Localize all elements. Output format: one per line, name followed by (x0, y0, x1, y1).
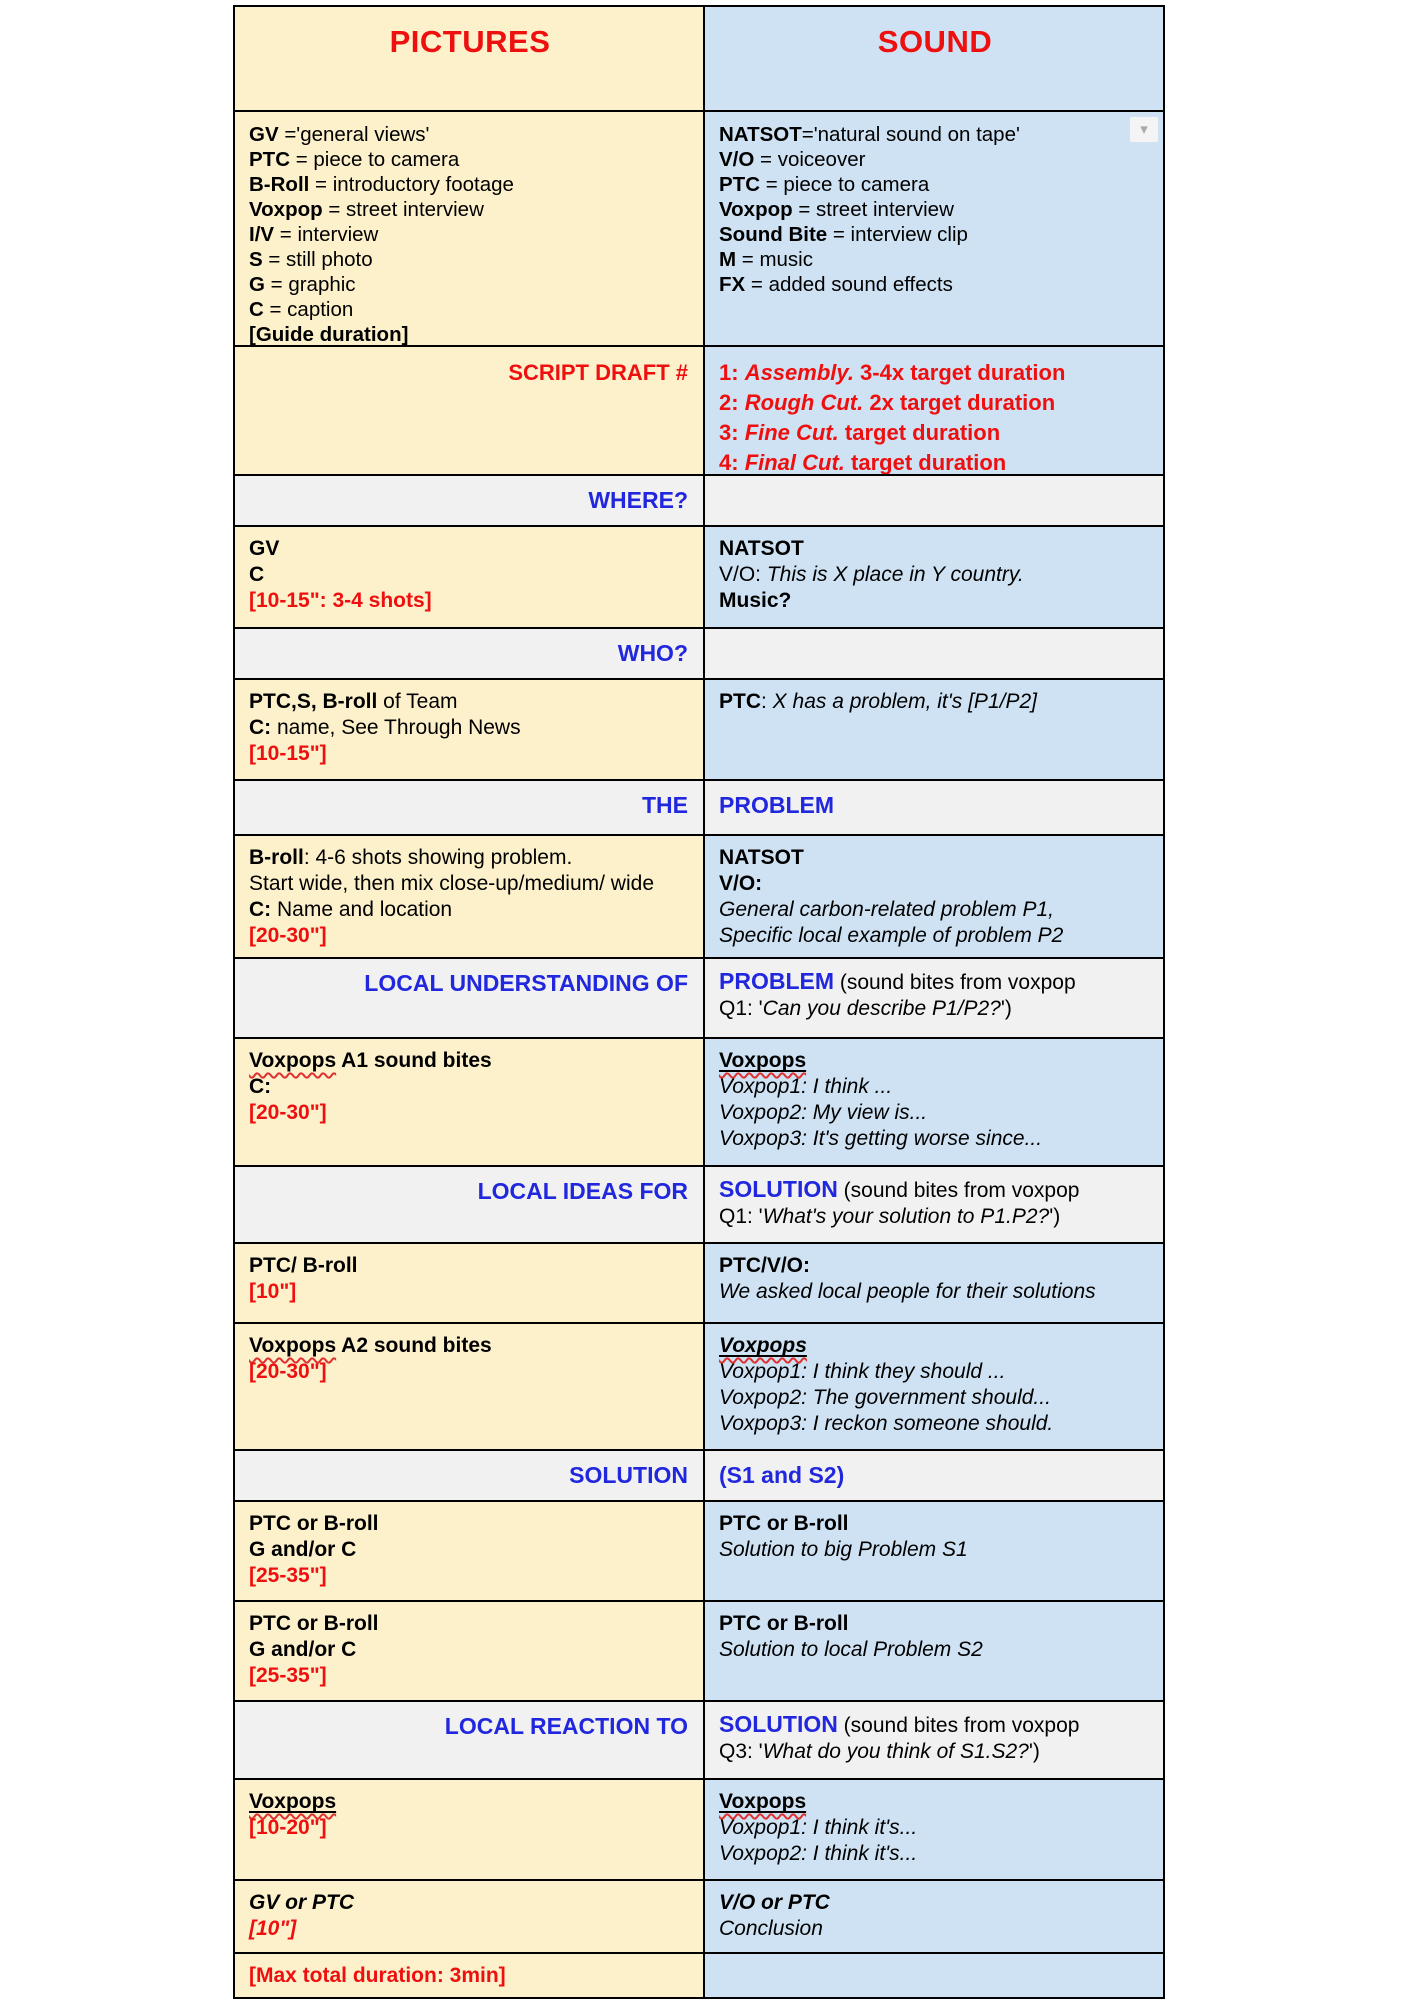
text-segment: [10-15"] (249, 742, 327, 765)
text-segment (249, 1334, 336, 1357)
text-line (249, 147, 691, 172)
text-line (249, 1663, 691, 1689)
text-line (719, 24, 1151, 60)
text-segment: General carbon-related problem P1, (719, 898, 1055, 921)
text-segment: LOCAL IDEAS FOR (477, 1178, 688, 1204)
spellcheck-underline: Voxpops (249, 1790, 337, 1813)
text-line (719, 1789, 1151, 1815)
text-line (249, 122, 691, 147)
text-line (249, 1815, 691, 1841)
text-line (249, 1048, 691, 1074)
text-line (249, 272, 691, 297)
text-line (719, 1100, 1151, 1126)
shot-conclusion-left-cell (235, 1881, 705, 1952)
text-segment: (sound bites from voxpop (837, 1714, 1080, 1737)
text-line (249, 358, 688, 388)
text-line (249, 1333, 691, 1359)
text-line (719, 923, 1151, 949)
text-segment: ='natural sound on tape' (801, 123, 1020, 146)
text-line (719, 147, 1151, 172)
text-line (719, 358, 1151, 388)
text-line (719, 1048, 1151, 1074)
shot-voxpops-reaction-row (235, 1778, 1163, 1879)
text-segment: WHO? (617, 640, 688, 666)
text-line (719, 1204, 1151, 1230)
section-the-problem-row (235, 779, 1163, 834)
section-solution-left-cell (235, 1451, 705, 1500)
text-segment: X has a problem, it's [P1/P2] (772, 690, 1037, 713)
text-line (249, 562, 691, 588)
text-line (249, 322, 691, 345)
text-segment: [10-20"] (249, 1816, 327, 1839)
text-segment: SOLUTION (569, 1462, 688, 1488)
text-line (249, 969, 688, 997)
text-segment: C: (249, 1075, 272, 1098)
text-line (719, 1511, 1151, 1537)
section-local-reaction-left-cell (235, 1702, 705, 1778)
shot-solution-s1-row (235, 1500, 1163, 1600)
shot-solution-s2-left-cell (235, 1602, 705, 1700)
text-line (719, 536, 1151, 562)
text-line (719, 222, 1151, 247)
text-segment (719, 1790, 806, 1813)
text-segment: PROBLEM (719, 792, 834, 818)
text-segment: PROBLEM (719, 968, 834, 994)
text-segment: = piece to camera (290, 148, 460, 171)
text-segment: Voxpop3: I reckon someone should. (719, 1412, 1054, 1435)
shot-conclusion-right-cell (705, 1881, 1163, 1952)
text-line (249, 1253, 691, 1279)
shot-voxpops-a1-right-cell (705, 1039, 1163, 1165)
shot-solution-s2-row (235, 1600, 1163, 1700)
text-segment: = introductory footage (309, 173, 514, 196)
text-line (249, 1177, 688, 1205)
text-segment: [10"] (249, 1280, 297, 1303)
text-segment: LOCAL UNDERSTANDING OF (364, 970, 688, 996)
text-segment: ') (1049, 1205, 1061, 1228)
text-segment: Voxpop1: I think it's... (719, 1816, 918, 1839)
text-segment: GV or PTC (249, 1891, 355, 1914)
text-segment: = graphic (264, 273, 356, 296)
text-line (249, 845, 691, 871)
text-segment: = music (736, 248, 813, 271)
text-segment: = interview clip (827, 223, 968, 246)
total-duration-left-cell (235, 1954, 705, 1997)
text-segment: Fine Cut. (744, 420, 839, 445)
text-segment: M (719, 248, 737, 271)
text-line (249, 741, 691, 767)
shot-problem-left-cell (235, 836, 705, 957)
text-segment: PTC or B-roll (719, 1612, 849, 1635)
text-segment: : 4-6 shots showing problem. (303, 846, 573, 869)
text-segment: WHERE? (588, 487, 688, 513)
shot-solution-s2-right-cell (705, 1602, 1163, 1700)
text-line (249, 1100, 691, 1126)
text-segment: Final Cut. (744, 450, 845, 474)
text-segment: A2 sound bites (336, 1334, 492, 1357)
text-line (719, 1074, 1151, 1100)
section-where-row (235, 474, 1163, 525)
text-segment: name, See Through News (271, 716, 521, 739)
text-line (719, 1461, 1151, 1489)
text-line (249, 1359, 691, 1385)
text-segment (719, 1049, 806, 1072)
text-segment: C (249, 563, 265, 586)
text-line (719, 1176, 1151, 1204)
text-segment: Q3: ' (719, 1740, 763, 1763)
section-where-left-cell (235, 476, 705, 525)
text-segment: Voxpop2: I think it's... (719, 1842, 918, 1865)
text-line (249, 1789, 691, 1815)
text-segment: C: (249, 898, 272, 921)
shot-problem-row (235, 834, 1163, 957)
text-segment: [10-15": 3-4 shots] (249, 589, 432, 612)
shot-where-right-cell (705, 527, 1163, 627)
text-line (249, 1611, 691, 1637)
text-line (249, 297, 691, 322)
text-line (719, 122, 1151, 147)
text-line (719, 845, 1151, 871)
text-segment: PTC (719, 173, 760, 196)
script-draft-left-cell (235, 347, 705, 474)
text-segment: (sound bites from voxpop (834, 971, 1076, 994)
text-line (249, 897, 691, 923)
text-segment: Voxpop (719, 198, 793, 221)
text-line (719, 1841, 1151, 1867)
text-segment: [20-30"] (249, 924, 327, 947)
text-segment: NATSOT (719, 846, 804, 869)
legend-left-cell (235, 112, 705, 345)
text-segment: PTC or B-roll (249, 1512, 379, 1535)
text-line (719, 1126, 1151, 1152)
text-segment: Q1: ' (719, 1205, 763, 1228)
text-segment: Sound Bite (719, 223, 828, 246)
section-who-left-cell (235, 629, 705, 678)
text-line (249, 639, 688, 667)
text-line (249, 247, 691, 272)
text-segment: Q1: ' (719, 997, 763, 1020)
text-line (719, 1637, 1151, 1663)
text-segment: target duration (844, 450, 1007, 474)
text-line (249, 536, 691, 562)
text-segment: Voxpop1: I think ... (719, 1075, 893, 1098)
text-segment: I/V (249, 223, 275, 246)
text-line (249, 1916, 691, 1942)
text-line (719, 1279, 1151, 1305)
shot-who-right-cell (705, 680, 1163, 779)
shot-conclusion-row (235, 1879, 1163, 1952)
spellcheck-underline: Voxpops (249, 1049, 337, 1072)
text-segment: FX (719, 273, 746, 296)
spellcheck-underline: Voxpops (719, 1334, 807, 1357)
text-segment: LOCAL REACTION TO (444, 1713, 688, 1739)
shot-solution-intro-right-cell (705, 1244, 1163, 1322)
section-local-ideas-left-cell (235, 1167, 705, 1242)
script-draft-right-cell (705, 347, 1163, 474)
section-local-ideas-right-cell (705, 1167, 1163, 1242)
text-line (719, 1890, 1151, 1916)
text-line (249, 689, 691, 715)
text-segment: [10"] (249, 1917, 297, 1940)
text-segment: (S1 and S2) (719, 1462, 845, 1488)
chevron-down-icon[interactable]: ▾ (1130, 117, 1158, 142)
text-segment: C (249, 298, 264, 321)
text-line (249, 1563, 691, 1589)
section-solution-right-cell (705, 1451, 1163, 1500)
text-line (719, 1739, 1151, 1765)
text-segment: We asked local people for their solutions (719, 1280, 1096, 1303)
text-line (249, 1074, 691, 1100)
section-solution-row (235, 1449, 1163, 1500)
text-segment: Voxpop (249, 198, 323, 221)
text-segment: PTC or B-roll (719, 1512, 849, 1535)
shot-solution-s1-left-cell (235, 1502, 705, 1600)
text-segment: 2x target duration (863, 390, 1056, 415)
text-segment: = still photo (262, 248, 373, 271)
text-line (719, 1537, 1151, 1563)
section-who-row (235, 627, 1163, 678)
text-line (719, 1385, 1151, 1411)
text-line (719, 791, 1151, 819)
text-line (719, 1711, 1151, 1739)
text-line (249, 1461, 688, 1489)
text-segment: PICTURES (389, 24, 551, 59)
text-line (719, 247, 1151, 272)
section-where-right-cell (705, 476, 1163, 525)
text-line (719, 1611, 1151, 1637)
total-duration-right-cell (705, 1954, 1163, 1997)
shot-voxpops-reaction-left-cell (235, 1780, 705, 1879)
script-draft-row (235, 345, 1163, 474)
text-segment: [25-35"] (249, 1664, 327, 1687)
text-segment: (sound bites from voxpop (837, 1179, 1080, 1202)
section-local-reaction-row (235, 1700, 1163, 1778)
section-local-understanding-left-cell (235, 959, 705, 1037)
text-segment: This is X place in Y country. (766, 563, 1024, 586)
text-segment: GV (249, 123, 285, 146)
text-segment: Rough Cut. (744, 390, 864, 415)
shot-voxpops-a2-right-cell (705, 1324, 1163, 1449)
legend-right-cell (705, 112, 1163, 345)
shot-voxpops-a2-left-cell (235, 1324, 705, 1449)
text-segment: Voxpop2: The government should... (719, 1386, 1051, 1409)
text-segment: V/O or PTC (719, 1891, 830, 1914)
text-segment: [25-35"] (249, 1564, 327, 1587)
text-segment: V/O: (719, 872, 763, 895)
text-line (249, 1511, 691, 1537)
text-line (249, 486, 688, 514)
shot-voxpops-a2-row (235, 1322, 1163, 1449)
text-segment: B-roll (249, 846, 304, 869)
text-line (719, 689, 1151, 715)
text-line (249, 1637, 691, 1663)
text-line (249, 1537, 691, 1563)
shot-problem-right-cell (705, 836, 1163, 957)
text-line (719, 448, 1151, 474)
text-line (249, 1963, 691, 1989)
text-segment: ') (1028, 1740, 1040, 1763)
text-line (719, 562, 1151, 588)
text-line (719, 1411, 1151, 1437)
section-local-reaction-right-cell (705, 1702, 1163, 1778)
text-segment: [20-30"] (249, 1101, 327, 1124)
text-line (719, 197, 1151, 222)
text-segment: SCRIPT DRAFT # (508, 360, 688, 385)
text-segment: V/O (719, 148, 755, 171)
text-segment: B-Roll (249, 173, 310, 196)
spellcheck-underline: Voxpops (719, 1790, 807, 1813)
shot-voxpops-a1-row (235, 1037, 1163, 1165)
text-segment: THE (642, 792, 688, 818)
text-segment: [Max total duration: 3min] (249, 1964, 506, 1987)
text-segment: G and/or C (249, 1638, 357, 1661)
text-segment (249, 1790, 336, 1813)
text-line (249, 588, 691, 614)
text-segment: A1 sound bites (336, 1049, 492, 1072)
text-segment: Voxpop2: My view is... (719, 1101, 928, 1124)
section-the-problem-left-cell (235, 781, 705, 834)
text-segment: Voxpop3: It's getting worse since... (719, 1127, 1043, 1150)
text-segment (249, 1049, 336, 1072)
text-line (719, 897, 1151, 923)
text-segment: Start wide, then mix close-up/medium/ wide (249, 872, 654, 895)
text-segment: C: (249, 716, 272, 739)
column-headers-row (235, 7, 1163, 110)
text-segment: Specific local example of problem P2 (719, 924, 1064, 947)
text-segment: V/O: (719, 563, 767, 586)
text-line (719, 1359, 1151, 1385)
text-line (719, 1916, 1151, 1942)
text-segment: Voxpop1: I think they should ... (719, 1360, 1006, 1383)
script-format-table (233, 5, 1165, 1999)
text-line (249, 24, 691, 60)
text-segment: PTC/ B-roll (249, 1254, 358, 1277)
text-segment: SOLUTION (719, 1176, 838, 1202)
spellcheck-underline: Voxpops (719, 1049, 807, 1072)
column-headers-left-cell (235, 7, 705, 110)
text-line (719, 996, 1151, 1022)
shot-solution-intro-left-cell (235, 1244, 705, 1322)
text-line (249, 871, 691, 897)
text-segment: [20-30"] (249, 1360, 327, 1383)
text-line (249, 1712, 688, 1740)
shot-voxpops-a1-left-cell (235, 1039, 705, 1165)
text-line (249, 1890, 691, 1916)
total-duration-row (235, 1952, 1163, 1997)
text-segment: = street interview (792, 198, 954, 221)
text-segment: [Guide duration] (249, 323, 409, 345)
spellcheck-underline: Voxpops (249, 1334, 337, 1357)
shot-who-left-cell (235, 680, 705, 779)
text-segment: NATSOT (719, 537, 804, 560)
legend-row (235, 110, 1163, 345)
text-segment: G (249, 273, 265, 296)
text-line (719, 1253, 1151, 1279)
text-segment: 1: (719, 360, 745, 385)
text-line (719, 588, 1151, 614)
text-segment: 3-4x target duration (853, 360, 1066, 385)
text-segment: G and/or C (249, 1538, 357, 1561)
section-local-understanding-right-cell (705, 959, 1163, 1037)
text-line (249, 1279, 691, 1305)
text-segment: target duration (838, 420, 1001, 445)
text-line (249, 172, 691, 197)
text-segment: SOUND (877, 24, 993, 59)
text-segment: : (761, 690, 773, 713)
text-line (249, 197, 691, 222)
text-segment: = street interview (322, 198, 484, 221)
section-local-understanding-row (235, 957, 1163, 1037)
shot-voxpops-reaction-right-cell (705, 1780, 1163, 1879)
text-line (249, 791, 688, 819)
text-segment: PTC (249, 148, 290, 171)
shot-where-row (235, 525, 1163, 627)
text-segment: = added sound effects (745, 273, 953, 296)
text-line (249, 923, 691, 949)
text-segment: ') (1000, 997, 1012, 1020)
text-line (719, 172, 1151, 197)
text-segment: Conclusion (719, 1917, 823, 1940)
text-segment: SOLUTION (719, 1711, 838, 1737)
section-who-right-cell (705, 629, 1163, 678)
text-segment: of Team (377, 690, 458, 713)
text-segment: = caption (263, 298, 354, 321)
column-headers-right-cell (705, 7, 1163, 110)
text-segment: 4: (719, 450, 745, 474)
text-segment: S (249, 248, 263, 271)
text-segment: PTC/V/O: (719, 1254, 811, 1277)
text-segment: GV (249, 537, 280, 560)
text-line (719, 272, 1151, 297)
text-segment: PTC (719, 690, 761, 713)
text-segment: NATSOT (719, 123, 802, 146)
shot-where-left-cell (235, 527, 705, 627)
text-line (719, 1333, 1151, 1359)
text-line (719, 1815, 1151, 1841)
text-segment: PTC or B-roll (249, 1612, 379, 1635)
text-segment (719, 1334, 807, 1357)
text-segment: Solution to local Problem S2 (719, 1638, 983, 1661)
text-line (719, 418, 1151, 448)
text-segment: What do you think of S1.S2? (762, 1740, 1029, 1763)
text-segment: What's your solution to P1.P2? (762, 1205, 1050, 1228)
text-segment: PTC,S, B-roll (249, 690, 378, 713)
text-segment: 2: (719, 390, 745, 415)
section-the-problem-right-cell (705, 781, 1163, 834)
text-segment: = voiceover (754, 148, 866, 171)
text-segment: = piece to camera (760, 173, 930, 196)
shot-who-row (235, 678, 1163, 779)
text-segment: Name and location (271, 898, 453, 921)
shot-solution-intro-row (235, 1242, 1163, 1322)
text-segment: Solution to big Problem S1 (719, 1538, 968, 1561)
text-segment: ='general views' (284, 123, 430, 146)
text-line (719, 871, 1151, 897)
shot-solution-s1-right-cell (705, 1502, 1163, 1600)
text-line (719, 388, 1151, 418)
text-segment: Assembly. (744, 360, 854, 385)
text-segment: Music? (719, 589, 792, 612)
text-line (719, 968, 1151, 996)
text-segment: 3: (719, 420, 745, 445)
text-line (249, 222, 691, 247)
section-local-ideas-row (235, 1165, 1163, 1242)
text-segment: = interview (274, 223, 379, 246)
text-segment: Can you describe P1/P2? (762, 997, 1001, 1020)
text-line (249, 715, 691, 741)
